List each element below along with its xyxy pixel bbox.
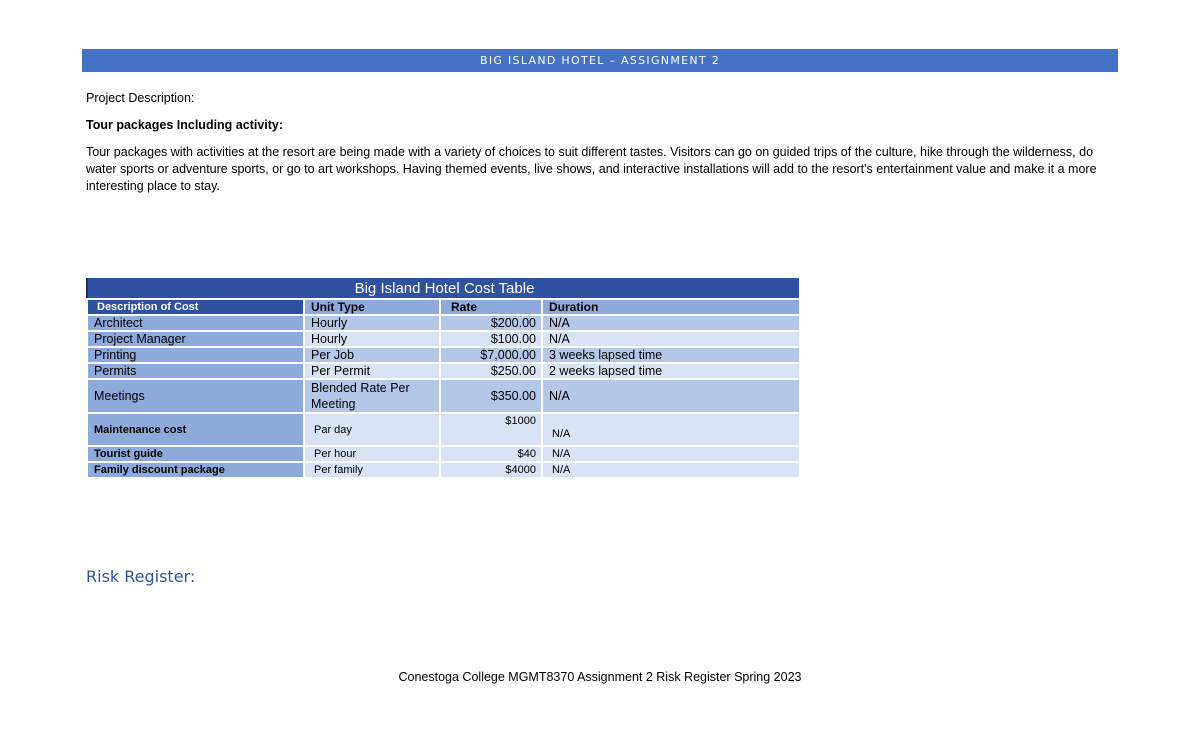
table-row	[87, 363, 800, 379]
unit-type: Per family	[304, 462, 440, 478]
project-description-label: Project Description:	[86, 91, 195, 105]
table-row	[87, 462, 800, 478]
cost-description: Tourist guide	[87, 446, 304, 462]
cost-table	[86, 278, 801, 479]
rate: $40	[440, 446, 542, 462]
rate: $200.00	[440, 315, 542, 331]
cost-table-title-row	[87, 278, 800, 299]
page-footer: Conestoga College MGMT8370 Assignment 2 Risk Register Spring 2023	[398, 670, 802, 684]
column-header: Rate	[440, 299, 542, 315]
cost-description: Family discount package	[87, 462, 304, 478]
cost-description: Architect	[87, 315, 304, 331]
rate: $4000	[440, 462, 542, 478]
cost-description: Meetings	[87, 379, 304, 413]
tour-packages-body: Tour packages with activities at the resort are being made with a variety of choices to suit different tastes. Visitors can go on guided trips of the culture, hike through the wilderness, do water sports or adventure sports, or go to art workshops. Having themed events, live shows, and interactive installations will add to the resort's entertainment value and make it a more interesting place to stay.	[86, 145, 1097, 193]
rate: $7,000.00	[440, 347, 542, 363]
rate: $350.00	[440, 379, 542, 413]
column-header: Duration	[542, 299, 800, 315]
duration: 3 weeks lapsed time	[542, 347, 800, 363]
duration: N/A	[542, 446, 800, 462]
table-row	[87, 315, 800, 331]
tour-packages-heading: Tour packages Including activity:	[86, 118, 284, 132]
header-bar	[82, 49, 1118, 72]
cost-description: Printing	[87, 347, 304, 363]
column-header: Description of Cost	[87, 299, 304, 315]
column-header: Unit Type	[304, 299, 440, 315]
rate: $1000	[440, 413, 542, 446]
table-row	[87, 446, 800, 462]
risk-register-heading: Risk Register:	[86, 567, 196, 586]
duration: N/A	[542, 331, 800, 347]
cost-description: Permits	[87, 363, 304, 379]
rate: $100.00	[440, 331, 542, 347]
table-row	[87, 347, 800, 363]
table-row	[87, 331, 800, 347]
unit-type: Per Job	[304, 347, 440, 363]
duration: N/A	[542, 462, 800, 478]
cost-table-header-row	[87, 299, 800, 315]
unit-type: Blended Rate Per Meeting	[304, 379, 440, 413]
cost-table-title: Big Island Hotel Cost Table	[87, 278, 800, 299]
header-title: BIG ISLAND HOTEL – ASSIGNMENT 2	[479, 54, 721, 67]
cost-description: Maintenance cost	[87, 413, 304, 446]
unit-type: Per hour	[304, 446, 440, 462]
unit-type: Hourly	[304, 331, 440, 347]
table-row	[87, 413, 800, 446]
unit-type: Per Permit	[304, 363, 440, 379]
cost-description: Project Manager	[87, 331, 304, 347]
duration: N/A	[542, 315, 800, 331]
unit-type: Hourly	[304, 315, 440, 331]
duration: 2 weeks lapsed time	[542, 363, 800, 379]
table-row	[87, 379, 800, 413]
unit-type: Par day	[304, 413, 440, 446]
rate: $250.00	[440, 363, 542, 379]
duration: N/A	[542, 413, 800, 446]
duration: N/A	[542, 379, 800, 413]
